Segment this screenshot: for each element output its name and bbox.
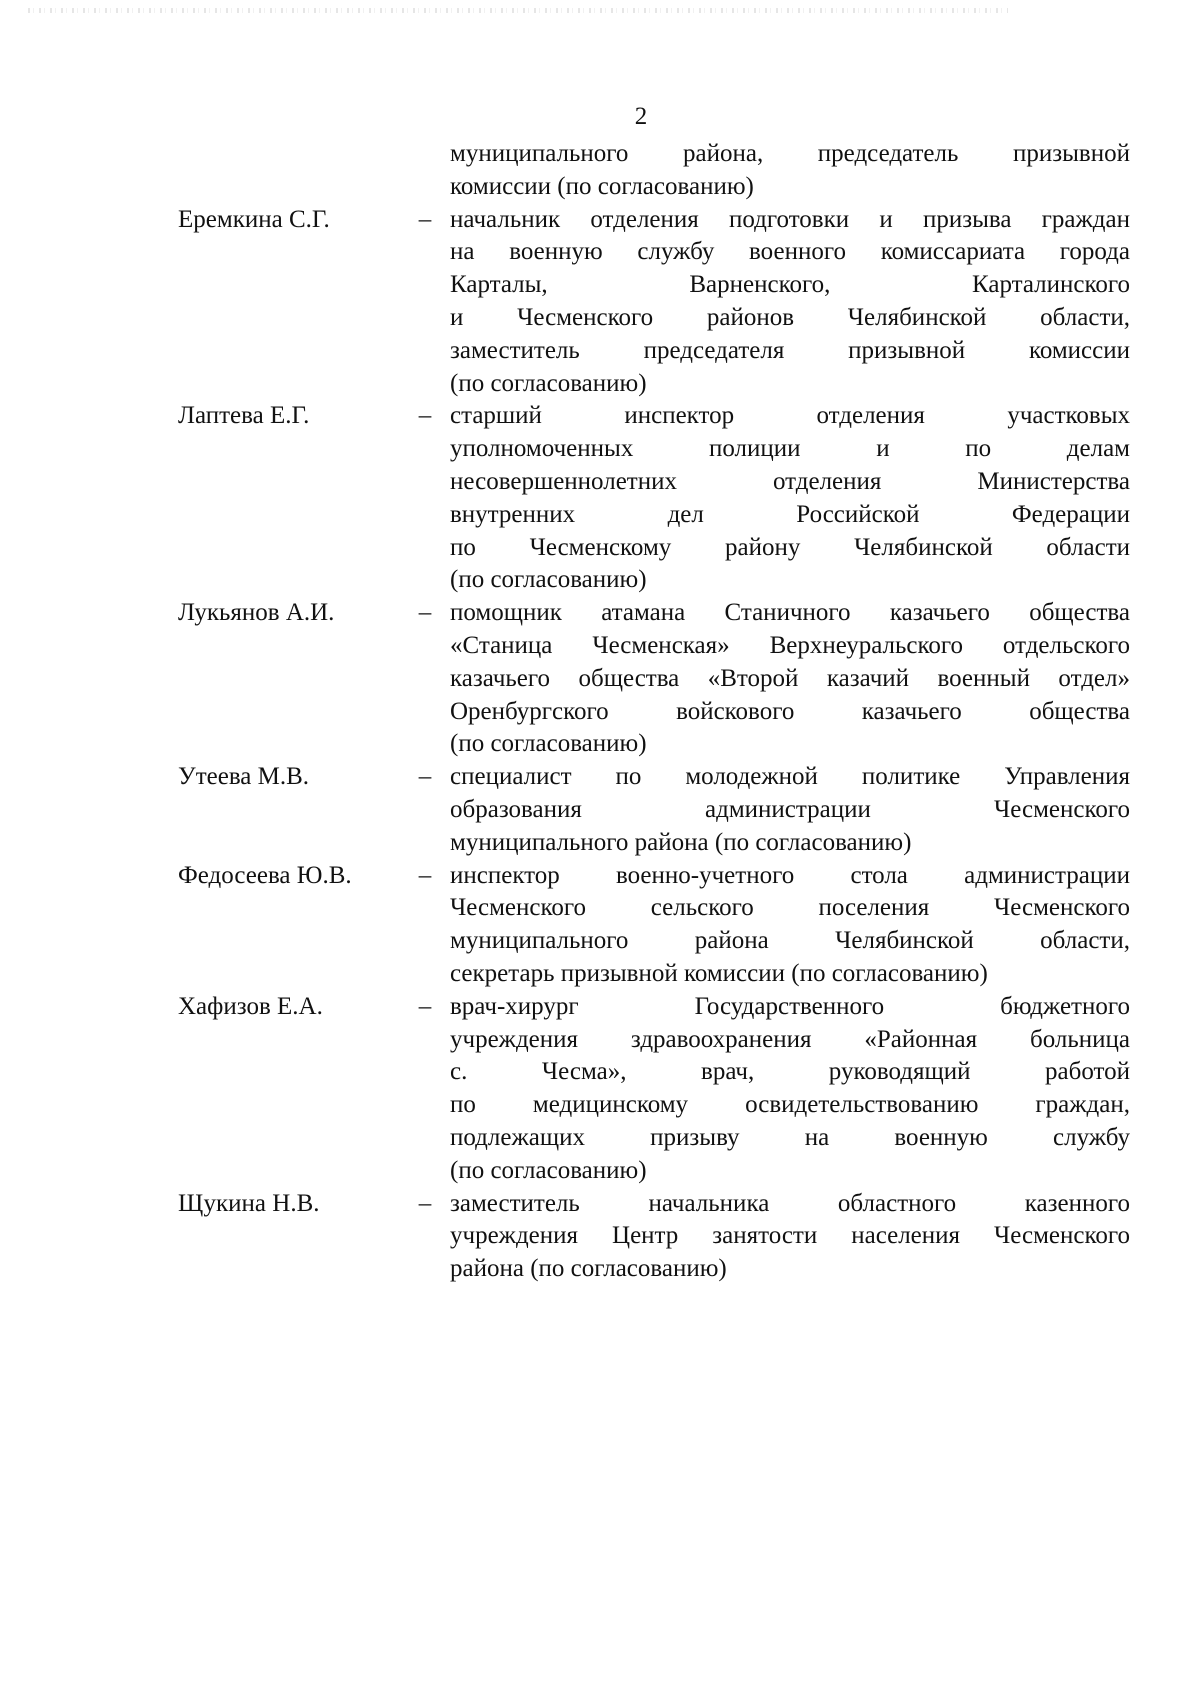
- member-description: [450, 597, 1130, 761]
- description-line: муниципального района Челябинской области,: [450, 927, 1130, 955]
- description-line: специалист по молодежной политике Управления: [450, 763, 1130, 791]
- member-description: [450, 400, 1130, 597]
- description-line: образования администрации Чесменского: [450, 795, 1130, 823]
- description-line: начальник отделения подготовки и призыва граждан: [450, 205, 1130, 233]
- description-line: на военную службу военного комиссариата города: [450, 238, 1130, 266]
- description-line: «Станица Чесменская» Верхнеуральского отдельского: [450, 631, 1130, 659]
- description-line: заместитель начальника областного казенного: [450, 1189, 1130, 1217]
- page-number: 2: [634, 103, 648, 130]
- description-line: врач-хирург Государственного бюджетного: [450, 992, 1130, 1020]
- description-line: помощник атамана Станичного казачьего общества: [450, 599, 1130, 627]
- member-dash: –: [418, 1189, 432, 1217]
- description-line: Карталы, Варненского, Карталинского: [450, 271, 1130, 299]
- member-name: Лукьянов А.И.: [178, 599, 335, 627]
- description-line: инспектор военно-учетного стола администрации: [450, 861, 1130, 889]
- member-name: Федосеева Ю.В.: [178, 861, 352, 889]
- description-line: внутренних дел Российской Федерации: [450, 500, 1130, 528]
- member-row: [178, 991, 1130, 1188]
- continuation-description: [450, 138, 1130, 204]
- member-name: Еремкина С.Г.: [178, 205, 330, 233]
- description-line: учреждения Центр занятости населения Чесменского: [450, 1222, 1130, 1250]
- scan-artifact: [28, 8, 1008, 13]
- commission-member-list: [178, 138, 1130, 1286]
- description-line: (по согласованию): [450, 1156, 647, 1184]
- member-dash: –: [418, 763, 432, 791]
- description-line: с. Чесма», врач, руководящий работой: [450, 1058, 1130, 1086]
- description-line: муниципального района (по согласованию): [450, 828, 912, 856]
- member-row: [178, 597, 1130, 761]
- member-row: [178, 761, 1130, 859]
- member-name: Щукина Н.В.: [178, 1189, 320, 1217]
- member-dash: –: [418, 992, 432, 1020]
- description-line: комиссии (по согласованию): [450, 172, 754, 200]
- continuation-row: [178, 138, 1130, 204]
- description-line: и Чесменского районов Челябинской области,: [450, 303, 1130, 331]
- member-dash: –: [418, 205, 432, 233]
- description-line: Оренбургского войскового казачьего общества: [450, 697, 1130, 725]
- description-line: по Чесменскому району Челябинской области: [450, 533, 1130, 561]
- description-line: (по согласованию): [450, 730, 647, 758]
- member-row: [178, 204, 1130, 401]
- member-name: Хафизов Е.А.: [178, 992, 323, 1020]
- member-description: [450, 1188, 1130, 1286]
- member-name: Утеева М.В.: [178, 763, 310, 791]
- description-line: (по согласованию): [450, 566, 647, 594]
- member-description: [450, 204, 1130, 401]
- description-line: учреждения здравоохранения «Районная больница: [450, 1025, 1130, 1053]
- description-line: Чесменского сельского поселения Чесменского: [450, 894, 1130, 922]
- description-line: секретарь призывной комиссии (по согласованию): [450, 959, 988, 987]
- member-description: [450, 991, 1130, 1188]
- member-row: [178, 1188, 1130, 1286]
- member-dash: –: [418, 402, 432, 430]
- description-line: казачьего общества «Второй казачий военный отдел»: [450, 664, 1130, 692]
- description-line: уполномоченных полиции и по делам: [450, 435, 1130, 463]
- member-description: [450, 860, 1130, 991]
- member-row: [178, 860, 1130, 991]
- member-dash: –: [418, 599, 432, 627]
- description-line: несовершеннолетних отделения Министерства: [450, 467, 1130, 495]
- description-line: муниципального района, председатель призывной: [450, 140, 1130, 167]
- description-line: подлежащих призыву на военную службу: [450, 1123, 1130, 1151]
- member-row: [178, 400, 1130, 597]
- description-line: старший инспектор отделения участковых: [450, 402, 1130, 430]
- member-dash: –: [418, 861, 432, 889]
- description-line: (по согласованию): [450, 369, 647, 397]
- member-description: [450, 761, 1130, 859]
- description-line: района (по согласованию): [450, 1255, 727, 1283]
- description-line: заместитель председателя призывной комиссии: [450, 336, 1130, 364]
- member-name: Лаптева Е.Г.: [178, 402, 310, 430]
- description-line: по медицинскому освидетельствованию граждан,: [450, 1091, 1130, 1119]
